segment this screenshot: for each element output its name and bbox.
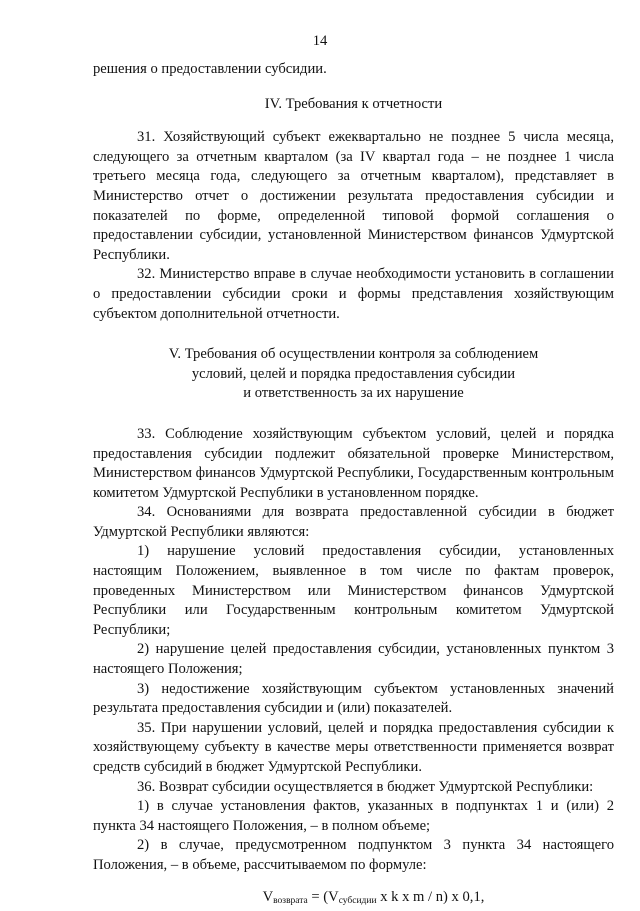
paragraph-36-item-1: 1) в случае установления фактов, указанных в подпунктах 1 и (или) 2 пункта 34 настоящего Положения, – в полном объеме; [93,798,614,834]
paragraph-32: 32. Министерство вправе в случае необходимости установить в соглашении о предоставлении субсидии сроки и формы представления хозяйствующим субъектом дополнительной отчетности. [93,266,614,322]
formula-rest: x k x m / n) x 0,1, [376,888,485,905]
paragraph-34-item-2: 2) нарушение целей предоставления субсидии, установленных пунктом 3 настоящего Положения; [93,641,614,678]
continued-text: решения о предоставлении субсидии. [93,61,327,77]
paragraph-34: 34. Основаниями для возврата предоставленной субсидии в бюджет Удмуртской Республики являются: [93,504,614,540]
formula-rhs-subscript: субсидии [338,895,377,906]
paragraph-35: 35. При нарушении условий, целей и порядка предоставления субсидии к хозяйствующему субъекту в качестве меры ответственности применяется возврат средств субсидий в бюджет Удмуртской Республики. [93,719,614,775]
formula-eq-open: = (V [307,888,339,905]
section-heading-v-line-2: условий, целей и порядка предоставления субсидии [191,365,516,382]
paragraph-31: 31. Хозяйствующий субъект ежеквартально не позднее 5 числа месяца, следующего за отчетным кварталом (за IV квартал года – не позднее 1 числа третьего месяца года, следующего за отчетным кварталом), представляет в Министерство отчет о достижении результата предоставления субсидии и показателей по форме, определенной типовой формой соглашения о предоставлении субсидии, установленной Министерством финансов Удмуртской Республики. [93,129,614,263]
section-heading-v-line-1: V. Требования об осуществлении контроля за соблюдением [168,346,539,363]
paragraph-36: 36. Возврат субсидии осуществляется в бюджет Удмуртской Республики: [137,778,594,795]
section-heading-v [93,345,614,404]
paragraph-33: 33. Соблюдение хозяйствующим субъектом условий, целей и порядка предоставления субсидии подлежит обязательной проверке Министерством, Министерством финансов Удмуртской Республики, Государственным контрольным комитетом Удмуртской Республики в установленном порядке. [93,425,614,501]
formula-lhs: V [262,888,274,905]
refund-formula [133,888,614,911]
section-heading-v-line-3: и ответственность за их нарушение [243,385,464,402]
paragraph-34-item-1: 1) нарушение условий предоставления субсидии, установленных настоящим Положением, выявленное в том числе по фактам проверок, проведенных Министерством или Министерством финансов Удмуртской Республики или Государственным контрольным комитетом Удмуртской Республики; [93,543,614,638]
page-number: 14 [312,33,328,49]
section-heading-iv: IV. Требования к отчетности [264,95,443,112]
formula-lhs-subscript: возврата [273,895,308,906]
paragraph-36-item-2: 2) в случае, предусмотренном подпунктом 3 пункта 34 настоящего Положения, – в объеме, рассчитываемом по формуле: [93,837,614,873]
paragraph-34-item-3: 3) недостижение хозяйствующим субъектом установленных значений результата предоставления субсидии и (или) показателей. [93,680,614,717]
document-body [93,60,614,911]
